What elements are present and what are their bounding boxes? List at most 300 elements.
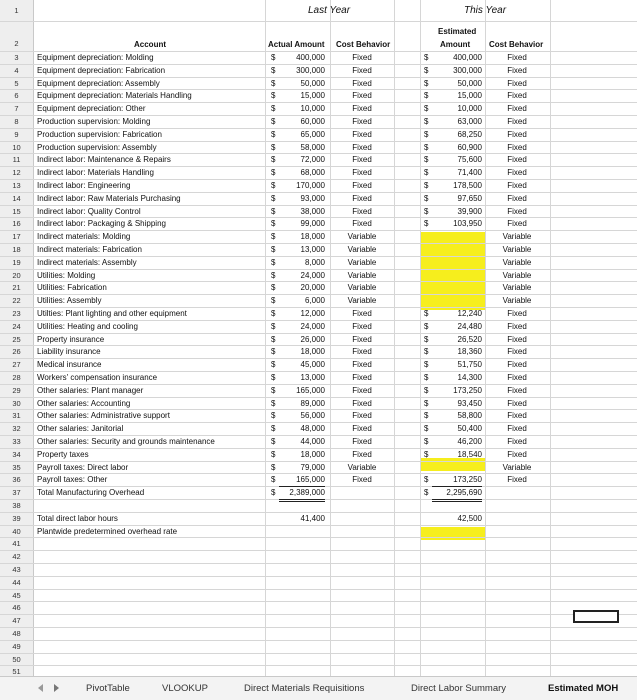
cost-behavior-cell	[332, 551, 392, 563]
row-number[interactable]: 35	[0, 462, 34, 474]
cost-behavior-cell: Fixed	[507, 475, 527, 485]
account-cell: Utilities: Heating and cooling	[37, 321, 138, 331]
row-number[interactable]: 15	[0, 206, 34, 218]
row-number[interactable]: 31	[0, 410, 34, 422]
estimated-amount-cell: 63,000	[457, 117, 482, 126]
row-number[interactable]: 20	[0, 270, 34, 282]
account-cell: Utilities: Assembly	[37, 296, 102, 306]
estimated-amount-cell	[432, 551, 482, 563]
cost-behavior-cell: Fixed	[352, 181, 372, 190]
currency-symbol: $	[271, 181, 276, 190]
account-cell: Property insurance	[37, 334, 105, 344]
cost-behavior-cell	[487, 602, 547, 614]
actual-amount-cell: 26,000	[300, 334, 325, 344]
currency-symbol: $	[271, 219, 276, 229]
row-number[interactable]: 51	[0, 666, 34, 678]
table-row[interactable]	[0, 602, 637, 615]
account-cell: Equipment depreciation: Assembly	[37, 78, 160, 88]
actual-amount-cell: 13,000	[300, 245, 325, 254]
currency-symbol: $	[271, 270, 276, 280]
currency-symbol: $	[271, 347, 276, 357]
row-number[interactable]: 27	[0, 359, 34, 371]
row-number[interactable]: 48	[0, 628, 34, 640]
cost-behavior-cell: Fixed	[507, 206, 527, 216]
currency-symbol: $	[424, 334, 429, 344]
cost-behavior-cell: Fixed	[507, 142, 527, 152]
actual-amount-cell: 89,000	[300, 398, 325, 408]
estimated-amount-cell: 15,000	[457, 91, 482, 101]
cost-behavior-cell: Variable	[347, 232, 377, 242]
currency-symbol: $	[271, 462, 276, 472]
cost-behavior-cell	[487, 590, 547, 602]
row-number[interactable]: 43	[0, 564, 34, 576]
table-row[interactable]	[0, 500, 637, 513]
cost-behavior-cell: Fixed	[507, 347, 527, 357]
currency-symbol: $	[271, 117, 276, 126]
account-cell: Total Manufacturing Overhead	[37, 488, 145, 498]
currency-symbol: $	[271, 373, 276, 382]
currency-symbol: $	[271, 437, 276, 446]
cost-behavior-cell	[332, 513, 392, 525]
row-number[interactable]: 3	[0, 52, 34, 64]
cost-behavior-cell: Fixed	[507, 398, 527, 408]
cost-behavior-cell: Fixed	[352, 168, 372, 178]
estimated-amount-cell: 51,750	[457, 360, 482, 370]
actual-amount-cell: 12,000	[300, 309, 325, 318]
currency-symbol: $	[271, 257, 276, 267]
cost-behavior-cell	[487, 564, 547, 576]
table-row[interactable]	[0, 538, 637, 551]
actual-amount-cell	[279, 654, 325, 666]
currency-symbol: $	[424, 321, 429, 331]
currency-symbol: $	[271, 398, 276, 408]
row-number[interactable]: 17	[0, 231, 34, 243]
table-row[interactable]	[0, 551, 637, 564]
row-number[interactable]: 44	[0, 577, 34, 589]
cost-behavior-cell: Fixed	[352, 321, 372, 331]
table-row[interactable]	[0, 180, 637, 193]
row-number[interactable]: 18	[0, 244, 34, 256]
currency-symbol: $	[424, 206, 429, 216]
row-number[interactable]: 23	[0, 308, 34, 320]
table-row[interactable]	[0, 410, 637, 423]
actual-amount-cell	[279, 615, 325, 627]
cost-behavior-cell: Fixed	[507, 155, 527, 165]
table-row[interactable]	[0, 334, 637, 347]
cost-behavior-cell: Variable	[502, 257, 532, 267]
actual-amount-cell: 8,000	[304, 257, 325, 267]
estimated-amount-cell	[432, 295, 482, 307]
cost-behavior-cell: Fixed	[507, 373, 527, 382]
currency-symbol: $	[271, 360, 276, 370]
table-row[interactable]	[0, 282, 637, 295]
row-number[interactable]: 6	[0, 90, 34, 102]
cost-behavior-cell: Fixed	[507, 117, 527, 126]
row-number[interactable]: 16	[0, 218, 34, 230]
cost-behavior-cell: Fixed	[352, 449, 372, 459]
selected-cell[interactable]	[573, 610, 619, 623]
currency-symbol: $	[424, 142, 429, 152]
currency-symbol: $	[271, 193, 276, 203]
currency-symbol: $	[424, 219, 429, 229]
cost-behavior-cell: Fixed	[507, 334, 527, 344]
cost-behavior-cell: Fixed	[352, 334, 372, 344]
table-row[interactable]	[0, 295, 637, 308]
row-number: 2	[0, 22, 34, 51]
row-number[interactable]: 47	[0, 615, 34, 627]
table-row[interactable]	[0, 231, 637, 244]
row-number[interactable]: 26	[0, 346, 34, 358]
actual-amount-cell: 300,000	[296, 65, 325, 75]
table-row[interactable]	[0, 385, 637, 398]
cost-behavior-cell: Fixed	[352, 398, 372, 408]
currency-symbol: $	[424, 360, 429, 370]
cost-behavior-cell: Fixed	[352, 411, 372, 421]
actual-amount-cell: 13,000	[300, 373, 325, 382]
cost-behavior-cell: Fixed	[507, 449, 527, 459]
estimated-amount-cell	[432, 564, 482, 576]
estimated-amount-cell: 50,400	[457, 424, 482, 434]
cost-behavior-cell: Variable	[347, 283, 377, 293]
tab-direct-materials-requisitions[interactable]: Direct Materials Requisitions	[244, 683, 365, 694]
currency-symbol: $	[271, 475, 276, 485]
actual-amount-cell: 99,000	[300, 219, 325, 229]
cost-behavior-cell: Variable	[347, 245, 377, 254]
cost-behavior-cell: Variable	[347, 257, 377, 267]
estimated-amount-cell: 10,000	[457, 104, 482, 114]
currency-symbol: $	[424, 398, 429, 408]
account-cell: Production supervision: Molding	[37, 117, 151, 126]
cost-behavior-cell	[487, 513, 547, 525]
tab-direct-labor-summary[interactable]: Direct Labor Summary	[411, 683, 507, 694]
account-cell: Utilities: Molding	[37, 270, 96, 280]
row-number[interactable]: 13	[0, 180, 34, 192]
estimated-amount-cell: 75,600	[457, 155, 482, 165]
table-row[interactable]	[0, 52, 637, 65]
estimated-header: Estimated	[438, 27, 477, 36]
table-row[interactable]	[0, 423, 637, 436]
row-number[interactable]: 25	[0, 334, 34, 346]
table-row[interactable]	[0, 398, 637, 411]
cost-behavior-cell: Variable	[502, 270, 532, 280]
table-row[interactable]	[0, 257, 637, 270]
cost-behavior-cell: Fixed	[507, 385, 527, 395]
account-cell: Equipment depreciation: Materials Handling	[37, 91, 192, 101]
currency-symbol: $	[271, 91, 276, 101]
sheet-row-1	[0, 0, 637, 22]
table-row[interactable]	[0, 270, 637, 283]
table-row[interactable]	[0, 321, 637, 334]
table-row[interactable]	[0, 244, 637, 257]
currency-symbol: $	[424, 155, 429, 165]
row-number[interactable]: 29	[0, 385, 34, 397]
cost-behavior-cell: Fixed	[352, 373, 372, 382]
currency-symbol: $	[271, 155, 276, 165]
table-row[interactable]	[0, 154, 637, 167]
estimated-amount-cell: 42,500	[457, 513, 482, 523]
chevron-left-icon[interactable]	[38, 684, 43, 692]
cost-behavior-cell: Fixed	[352, 78, 372, 88]
actual-amount-cell	[279, 577, 325, 589]
row-number[interactable]: 36	[0, 474, 34, 486]
actual-amount-cell: 72,000	[300, 155, 325, 165]
table-row[interactable]	[0, 308, 637, 321]
row-number[interactable]: 8	[0, 116, 34, 128]
currency-symbol: $	[424, 309, 429, 318]
cost-behavior-cell	[332, 654, 392, 666]
table-row[interactable]	[0, 641, 637, 654]
row-number[interactable]: 14	[0, 193, 34, 205]
cost-behavior-cell	[487, 487, 547, 499]
currency-symbol: $	[271, 129, 276, 139]
row-number[interactable]: 9	[0, 129, 34, 141]
last-year-header: Last Year	[308, 5, 351, 16]
estimated-amount-cell: 26,520	[457, 334, 482, 344]
cost-behavior-cell: Fixed	[352, 424, 372, 434]
cost-behavior-cell	[487, 641, 547, 653]
cost-behavior-cell	[332, 538, 392, 550]
row-number[interactable]: 11	[0, 154, 34, 166]
table-row[interactable]	[0, 628, 637, 641]
estimated-amount-cell	[432, 590, 482, 602]
account-cell: Payroll taxes: Other	[37, 475, 108, 485]
cost-behavior-cell: Fixed	[352, 65, 372, 75]
estimated-amount-cell: 39,900	[457, 206, 482, 216]
account-cell: Other salaries: Administrative support	[37, 411, 170, 421]
actual-amount-cell: 56,000	[300, 411, 325, 421]
cost-behavior-cell: Fixed	[352, 129, 372, 139]
currency-symbol: $	[271, 296, 276, 306]
account-cell: Other salaries: Plant manager	[37, 385, 144, 395]
actual-amount-cell	[279, 526, 325, 538]
row-number[interactable]: 39	[0, 513, 34, 525]
row-number[interactable]: 30	[0, 398, 34, 410]
row-number: 1	[0, 0, 34, 21]
table-row[interactable]	[0, 590, 637, 603]
row-number[interactable]: 41	[0, 538, 34, 550]
estimated-amount-cell: 12,240	[457, 309, 482, 318]
account-cell: Utilties: Plant lighting and other equipment	[37, 309, 187, 318]
cost-behavior-cell	[332, 641, 392, 653]
table-row[interactable]	[0, 129, 637, 142]
row-number[interactable]: 37	[0, 487, 34, 499]
actual-amount-cell: 24,000	[300, 270, 325, 280]
currency-symbol: $	[424, 488, 429, 498]
estimated-amount-cell	[432, 577, 482, 589]
estimated-amount-cell: 68,250	[457, 129, 482, 139]
estimated-amount-cell: 58,800	[457, 411, 482, 421]
actual-amount-header: Actual Amount	[268, 40, 325, 49]
cost-behavior-cell	[332, 615, 392, 627]
table-row[interactable]	[0, 372, 637, 385]
cost-behavior-cell: Fixed	[507, 424, 527, 434]
table-row[interactable]	[0, 436, 637, 449]
amount-header: Amount	[440, 40, 471, 49]
actual-amount-cell: 18,000	[300, 232, 325, 242]
this-year-header: This Year	[464, 5, 507, 16]
table-row[interactable]	[0, 193, 637, 206]
estimated-amount-cell	[432, 270, 482, 282]
table-row[interactable]	[0, 615, 637, 628]
row-number[interactable]: 33	[0, 436, 34, 448]
cost-behavior-cell	[332, 564, 392, 576]
account-cell: Indirect labor: Packaging & Shipping	[37, 219, 166, 229]
estimated-amount-cell	[432, 615, 482, 627]
estimated-amount-cell: 71,400	[457, 168, 482, 178]
estimated-amount-cell: 18,360	[457, 347, 482, 357]
table-row[interactable]	[0, 577, 637, 590]
account-cell: Indirect materials: Fabrication	[37, 245, 142, 254]
row-number[interactable]: 42	[0, 551, 34, 563]
estimated-amount-cell	[432, 538, 482, 550]
row-number[interactable]: 50	[0, 654, 34, 666]
table-row[interactable]	[0, 206, 637, 219]
cost-behavior-cell: Fixed	[507, 193, 527, 203]
row-number[interactable]: 34	[0, 449, 34, 461]
estimated-amount-cell: 173,250	[453, 385, 482, 395]
row-number[interactable]: 12	[0, 167, 34, 179]
cost-behavior-cell	[332, 500, 392, 512]
estimated-amount-cell	[432, 602, 482, 614]
actual-amount-cell: 15,000	[300, 91, 325, 101]
row-number[interactable]: 7	[0, 103, 34, 115]
actual-amount-cell	[279, 590, 325, 602]
tab-vlookup[interactable]: VLOOKUP	[162, 683, 208, 694]
cost-behavior-cell: Fixed	[352, 475, 372, 485]
table-row[interactable]	[0, 564, 637, 577]
cost-behavior-cell	[332, 487, 392, 499]
currency-symbol: $	[271, 309, 276, 318]
currency-symbol: $	[271, 424, 276, 434]
row-number[interactable]: 24	[0, 321, 34, 333]
row-number[interactable]: 5	[0, 78, 34, 90]
currency-symbol: $	[424, 475, 429, 485]
cost-behavior-cell: Variable	[502, 462, 532, 472]
table-row[interactable]	[0, 346, 637, 359]
table-row[interactable]	[0, 449, 637, 462]
table-row[interactable]	[0, 474, 637, 487]
table-row[interactable]	[0, 487, 637, 500]
table-row[interactable]	[0, 142, 637, 155]
tab-estimated-moh[interactable]: Estimated MOH	[548, 683, 619, 694]
estimated-amount-cell: 14,300	[457, 373, 482, 382]
currency-symbol: $	[424, 437, 429, 446]
row-number[interactable]: 40	[0, 526, 34, 538]
row-number[interactable]: 28	[0, 372, 34, 384]
table-row[interactable]	[0, 116, 637, 129]
cost-behavior-cell	[487, 628, 547, 640]
currency-symbol: $	[271, 411, 276, 421]
currency-symbol: $	[271, 283, 276, 293]
row-number[interactable]: 22	[0, 295, 34, 307]
table-row[interactable]	[0, 359, 637, 372]
currency-symbol: $	[271, 168, 276, 178]
estimated-amount-cell: 103,950	[453, 219, 482, 229]
currency-symbol: $	[271, 206, 276, 216]
row-number[interactable]: 4	[0, 65, 34, 77]
actual-amount-cell	[279, 500, 325, 512]
row-number[interactable]: 10	[0, 142, 34, 154]
row-number[interactable]: 45	[0, 590, 34, 602]
table-row[interactable]	[0, 90, 637, 103]
currency-symbol: $	[424, 424, 429, 434]
row-number[interactable]: 21	[0, 282, 34, 294]
table-row[interactable]	[0, 462, 637, 475]
actual-amount-cell: 2,389,000	[279, 487, 325, 502]
account-cell: Payroll taxes: Direct labor	[37, 462, 129, 472]
table-row[interactable]	[0, 218, 637, 231]
account-cell: Other salaries: Janitorial	[37, 424, 124, 434]
actual-amount-cell: 60,000	[300, 117, 325, 126]
table-row[interactable]	[0, 78, 637, 91]
table-row[interactable]	[0, 654, 637, 667]
cost-behavior-cell: Fixed	[352, 193, 372, 203]
estimated-amount-cell	[432, 526, 482, 538]
cost-behavior-cell: Fixed	[507, 181, 527, 190]
tab-pivottable[interactable]: PivotTable	[86, 683, 130, 694]
row-number[interactable]: 46	[0, 602, 34, 614]
estimated-amount-cell: 400,000	[453, 53, 482, 62]
cost-behavior-cell: Fixed	[352, 155, 372, 165]
currency-symbol: $	[271, 104, 276, 114]
table-row[interactable]	[0, 103, 637, 116]
estimated-amount-cell: 50,000	[457, 78, 482, 88]
table-row[interactable]	[0, 526, 637, 539]
play-right-icon[interactable]	[54, 684, 59, 692]
table-row[interactable]	[0, 65, 637, 78]
row-number[interactable]: 38	[0, 500, 34, 512]
actual-amount-cell: 68,000	[300, 168, 325, 178]
actual-amount-cell: 65,000	[300, 129, 325, 139]
cost-behavior-cell: Variable	[502, 283, 532, 293]
row-number[interactable]: 49	[0, 641, 34, 653]
account-cell: Total direct labor hours	[37, 513, 118, 523]
currency-symbol: $	[271, 321, 276, 331]
row-number[interactable]: 32	[0, 423, 34, 435]
cost-behavior-cell: Fixed	[352, 206, 372, 216]
account-cell: Indirect labor: Materials Handling	[37, 168, 154, 178]
currency-symbol: $	[424, 65, 429, 75]
cost-behavior-cell: Fixed	[352, 309, 372, 318]
currency-symbol: $	[424, 117, 429, 126]
row-number[interactable]: 19	[0, 257, 34, 269]
actual-amount-cell: 48,000	[300, 424, 325, 434]
account-cell: Equipment depreciation: Molding	[37, 53, 154, 62]
currency-symbol: $	[424, 385, 429, 395]
cost-behavior-cell: Fixed	[507, 104, 527, 114]
cost-behavior-cell	[487, 538, 547, 550]
currency-symbol: $	[424, 91, 429, 101]
cost-behavior-cell: Variable	[502, 232, 532, 242]
currency-symbol: $	[271, 78, 276, 88]
account-cell: Liability insurance	[37, 347, 101, 357]
table-row[interactable]	[0, 167, 637, 180]
cost-behavior-header: Cost Behavior	[336, 40, 391, 49]
cost-behavior-cell: Variable	[347, 270, 377, 280]
currency-symbol: $	[271, 334, 276, 344]
cost-behavior-cell	[332, 526, 392, 538]
table-row[interactable]	[0, 513, 637, 526]
actual-amount-cell: 18,000	[300, 347, 325, 357]
actual-amount-cell: 400,000	[296, 53, 325, 62]
cost-behavior-cell: Variable	[502, 245, 532, 254]
currency-symbol: $	[271, 53, 276, 62]
account-cell: Medical insurance	[37, 360, 102, 370]
currency-symbol: $	[271, 488, 276, 498]
cost-behavior-cell: Fixed	[507, 309, 527, 318]
cost-behavior-cell	[487, 500, 547, 512]
account-cell: Equipment depreciation: Other	[37, 104, 146, 114]
